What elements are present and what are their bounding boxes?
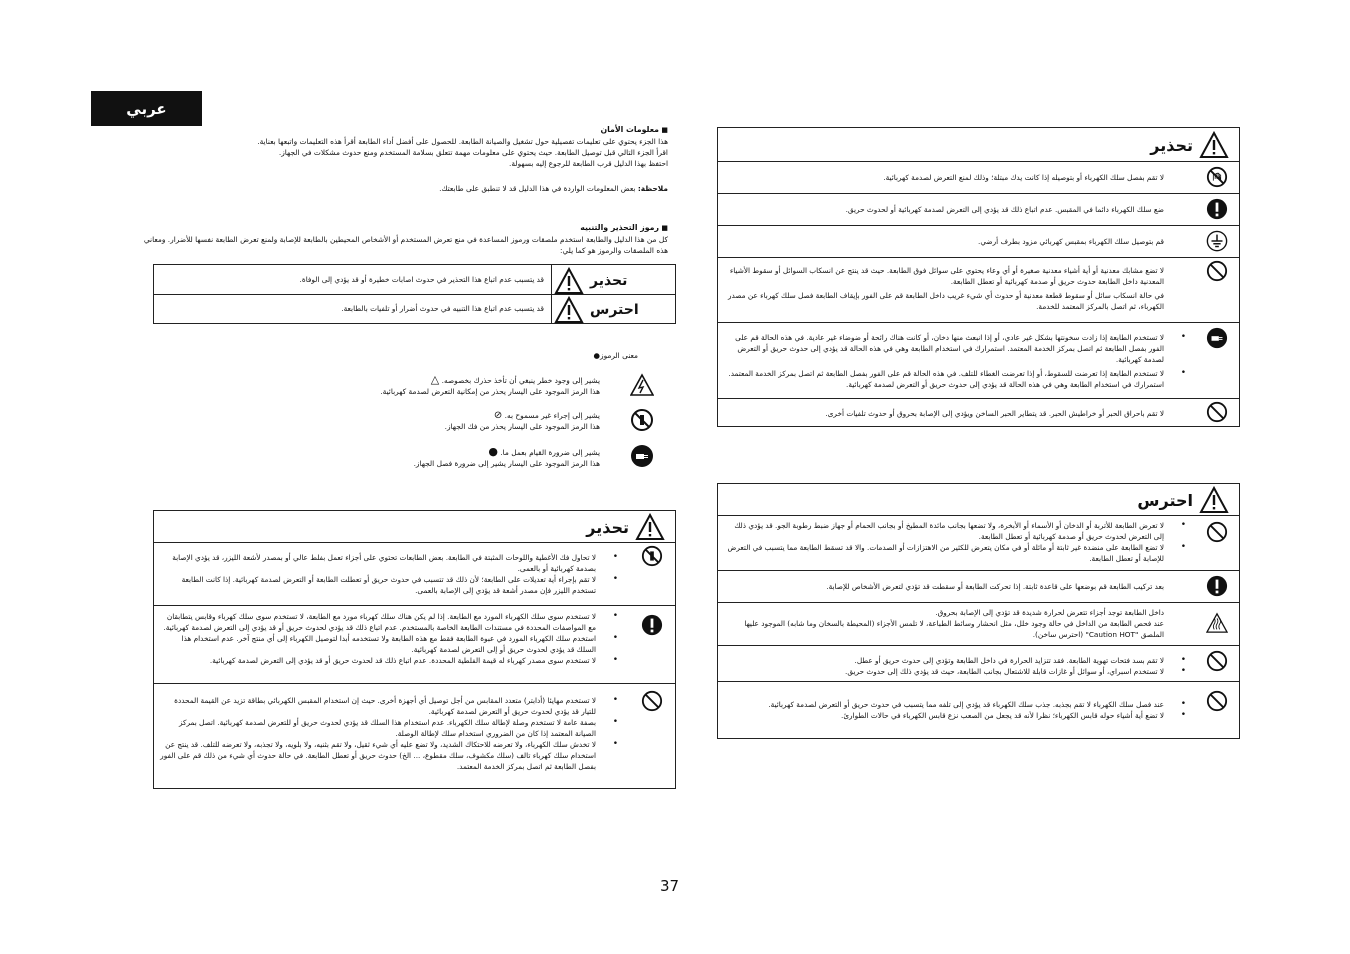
warning-item: لا تقم بإجراء أية تعديلات على الطابعة؛ لأن ذلك قد تتسبب في حدوث حريق أو تعطلت الطابعة أو التعرض لصدمة كهربائية. إذا كانت الطابعة تستخدم الليزر فإن مصدر أشعة قد يؤدي إلى الإصابة بالعمى. • bbox=[160, 574, 596, 596]
prohibited-icon bbox=[641, 690, 663, 712]
warning-item: لا تضع مشابك معدنية أو أية أشياء معدنية صغيرة أو أي وعاء يحتوي على سوائل فوق الطابعة. حيث قد ينتج عن انسكاب السوائل أو سقوط الأشياء المعدنية داخل الطابعة حدوث حريق أو صدمة كهربائية أو تعطل الطابعة. bbox=[729, 266, 1164, 286]
symbol-meaning-item bbox=[300, 374, 600, 397]
caution-box-right bbox=[717, 483, 1240, 739]
row-divider bbox=[154, 683, 675, 684]
row-divider bbox=[718, 515, 1239, 516]
caution-item: داخل الطابعة توجد أجزاء تتعرض لحرارة شديدة قد تؤدي إلى الإصابة بحروق. bbox=[935, 608, 1164, 617]
row-divider bbox=[718, 161, 1239, 162]
warning-item: لا تستخدم سوى مصدر كهرباء له قيمة الفلطية المحددة. عدم اتباع ذلك قد لحدوث حريق أو قد يؤدي إلى التعرض لصدمة كهربائية. • bbox=[160, 655, 596, 666]
warning-item: استخدم سلك الكهرباء المورد في عبوة الطابعة فقط مع هذه الطابعة ولا تستخدمه أبدا لتوصيل الكهرباء إلى أي منتج آخر. عدم استخدام هذا السلك قد يؤدي لحدوث حريق أو إلى التعرض لصدمة كهربائية. • bbox=[160, 633, 596, 655]
warning-row-text bbox=[724, 204, 1164, 215]
language-badge: عربي bbox=[91, 91, 202, 126]
warning-box-header bbox=[1150, 131, 1229, 159]
symbol-meaning-item bbox=[300, 446, 600, 469]
caution-item: لا تضع أية أشياء حوله قابس الكهرباء؛ نظرا لأنه قد يجعل من الصعب نزع قابس الكهرباء في حالات الطوارئ. • bbox=[724, 710, 1164, 721]
symbols-meaning-heading: معنى الرموز● bbox=[593, 351, 638, 360]
prohibited-icon bbox=[1206, 521, 1228, 543]
caution-item: لا تضع الطابعة على منضدة غير ثابتة أو مائلة أو في مكان يتعرض للكثير من الاهتزازات أو الصدمات. والا قد تسقط الطابعة مما يتسبب في التعرض للإصابة أو تعطل الطابعة. • bbox=[724, 542, 1164, 564]
warning-triangle-icon bbox=[1199, 131, 1229, 159]
warning-item: لا تستخدم الطابعة إذا زادت سخونتها بشكل غير عادي، أو إذا انبعث منها دخان، أو كانت هناك رائحة أو ضوضاء غير عادية. في هذه الحالة قم على الفور بفصل الطابعة ثم اتصل بمركز الخدمة المعتمد. استمرارك في استخدام الطابعة وهي في هذه الحالة قد يؤدي إلى حدوث حريق أو التعرض لصدمة كهربائية. • bbox=[724, 332, 1164, 365]
warning-item: لا تقم باحراق الحبر أو خراطيش الحبر. قد يتطاير الحبر الساخن ويؤدي إلى الإصابة بحروق أو حدوث تلفيات أخرى. bbox=[825, 409, 1164, 418]
row-divider bbox=[718, 681, 1239, 682]
warning-box-title: تحذير bbox=[1150, 135, 1193, 155]
legend-caution-text: قد يتسبب عدم اتباع هذا التنبيه في حدوث أضرار أو تلفيات بالطابعة. bbox=[341, 304, 544, 313]
safety-info-line: احتفظ بهذا الدليل قرب الطابعة للرجوع إليه بسهولة. bbox=[509, 159, 668, 168]
warning-item: لا تقم بفصل سلك الكهرباء أو بتوصيله إذا كانت يدك مبتلة؛ وذلك لمنع التعرض لصدمة كهربائية. bbox=[883, 173, 1164, 182]
caution-item: لا تعرض الطابعة للأتربة أو الدخان أو الأسماء أو الأبخرة، ولا تضعها بجانب مائدة المطبخ أو بجانب الحمام أو جهاز ضبط رطوبة الجو. قد يؤدي ذلك إلى التعرض لحدوث حريق أو صدمة كهربائية أو تعطل الطابعة. • bbox=[724, 520, 1164, 542]
warning-box-right bbox=[717, 127, 1240, 427]
prohibited-icon bbox=[1206, 690, 1228, 712]
warning-row-text bbox=[724, 172, 1164, 183]
warning-item: بصفة عامة لا تستخدم وصلة لإطالة سلك الكهرباء. عدم استخدام هذا السلك قد يؤدي لحدوث حريق أو للتعرض لصدمة كهربائية. اتصل بمركز الصيانة المعتمد إذا كان من الضروري استخدام سلك لإطالة الوصلة. • bbox=[160, 717, 596, 739]
warning-item: قم بتوصيل سلك الكهرباء بمقبس كهربائي مزود بطرف أرضي. bbox=[978, 237, 1164, 246]
row-divider bbox=[718, 257, 1239, 258]
row-divider bbox=[718, 602, 1239, 603]
unplug-icon bbox=[630, 444, 654, 468]
caution-row-text bbox=[724, 581, 1164, 592]
warning-row-text bbox=[724, 408, 1164, 419]
ground-connection-icon bbox=[1206, 230, 1228, 252]
caution-row-text bbox=[724, 520, 1164, 564]
symbols-intro-section bbox=[100, 222, 668, 256]
warning-box-header bbox=[586, 513, 665, 541]
caution-item: عند فصل سلك الكهرباء لا تقم بجذبه. جذب سلك الكهرباء قد يؤدي إلى تلفه مما يتسبب في حدوث حريق أو التعرض لصدمة كهربائية. • bbox=[724, 699, 1164, 710]
mandatory-action-icon bbox=[1206, 575, 1228, 597]
warning-item: في حالة انسكاب سائل أو سقوط قطعة معدنية أو حدوث أي شيء غريب داخل الطابعة قم على الفور بإيقاف الطابعة فصل سلك كهرباء عن مصدر الكهرباء، ثم اتصل بالمركز المعتمد للخدمة. bbox=[728, 291, 1164, 311]
warning-triangle-icon bbox=[554, 267, 584, 295]
symbols-intro-heading: ■ رموز التحذير والتنبيه bbox=[100, 222, 668, 234]
symbol-meaning-line: هذا الرمز الموجود على اليسار يحذر من إمكانية التعرض لصدمة كهربائية. bbox=[380, 387, 600, 396]
symbol-meaning-line: يشير إلى وجود خطر ينبغي أن تأخذ حذرك بخصوصه. △ bbox=[430, 373, 600, 386]
warning-row-text bbox=[724, 265, 1164, 312]
legend-warning-text: قد يتسبب عدم اتباع هذا التحذير في حدوث اصابات خطيرة أو قد يؤدي إلى الوفاة. bbox=[299, 275, 544, 284]
warning-row-text bbox=[160, 611, 596, 666]
legend-caution-label: احترس bbox=[554, 296, 672, 323]
row-divider bbox=[154, 605, 675, 606]
warning-item: لا تخدش سلك الكهرباء، ولا تعرضه للاحتكاك الشديد، ولا تضع عليه أي شيء ثقيل، ولا تقم بثنيه، ولا بلويه، ولا تجذبه، ولا تعرضه للتلف. قد ينتج عن استخدام سلك كهرباء تالف (سلك مكشوف، سلك مقطوع، ... الخ) حدوث حريق أو تعطل الطابعة. في حالة حدوث أي شيء من ذلك قم على الفور بفصل الطابعة ثم اتصل بمركز الخدمة المعتمد. • bbox=[160, 739, 596, 772]
caution-triangle-icon bbox=[554, 296, 584, 324]
row-divider bbox=[718, 398, 1239, 399]
safety-note bbox=[150, 183, 668, 194]
caution-triangle-icon bbox=[1199, 486, 1229, 514]
warning-row-text bbox=[724, 236, 1164, 247]
warning-row-text bbox=[160, 695, 596, 772]
caution-row-text bbox=[724, 607, 1164, 640]
no-wet-hands-icon bbox=[1206, 166, 1228, 188]
warning-box-left bbox=[153, 510, 676, 789]
warning-item: ضع سلك الكهرباء دائما في المقبس. عدم اتباع ذلك قد يؤدي إلى التعرض لصدمة كهربائية أو لحدوث حريق. bbox=[845, 205, 1164, 214]
warning-item: لا تستخدم مهايئا (أدابتر) متعدد المقابس من أجل توصيل أي أجهزة أخرى. حيث إن استخدام المقبس الكهربائي بطاقة تزيد عن القيمة المحددة للتيار قد يؤدي لحدوث حريق أو التعرض لصدمة كهربائية. • bbox=[160, 695, 596, 717]
hot-surface-icon bbox=[1206, 612, 1228, 634]
caution-item: لا تقم بسد فتحات تهوية الطابعة. فقد تتزايد الحرارة في داخل الطابعة وتؤدي إلى حدوث حريق أو عطل. • bbox=[724, 655, 1164, 666]
prohibited-icon bbox=[1206, 650, 1228, 672]
safety-info-line: اقرأ الجزء التالي قبل توصيل الطابعة. حيث يحتوي على معلومات مهمة تتعلق بسلامة المستخدم ومنع حدوث مشكلات في الجهاز. bbox=[278, 148, 668, 157]
symbol-meaning-line: يشير إلى إجراء غير مسموح به. ⊘ bbox=[493, 410, 600, 421]
symbol-meaning-line: هذا الرمز الموجود على اليسار يشير إلى ضرورة فصل الجهاز. bbox=[413, 459, 600, 468]
warning-row-text bbox=[160, 552, 596, 596]
warning-item: لا تحاول فك الأغطية واللوحات المثبتة في الطابعة. بعض الطابعات تحتوي على أجزاء تعمل بفلط عالي أو بمصدر لأشعة الليزر، قد يؤدي الإصابة بصدمة كهربائية أو بالعمى. • bbox=[160, 552, 596, 574]
no-disassembly-icon bbox=[630, 408, 654, 432]
mandatory-action-icon bbox=[1206, 198, 1228, 220]
mandatory-action-icon bbox=[641, 614, 663, 636]
row-divider bbox=[154, 542, 675, 543]
row-divider bbox=[718, 570, 1239, 571]
warning-item: لا تستخدم الطابعة إذا تعرضت للسقوط، أو إذا تعرضت الغطاء للتلف. في هذه الحالة قم على الفور بفصل الطابعة ثم اتصل بمركز الخدمة المعتمد. استمرارك في استخدام الطابعة وهي في هذه الحالة قد يؤدي إلى حدوث حريق أو التعرض لصدمة كهربائية. • bbox=[724, 368, 1164, 390]
warning-item: لا تستخدم سوى سلك الكهرباء المورد مع الطابعة. إذا لم يكن هناك سلك كهرباء مورد مع الطابعة، لا تستخدم سوى سلك كهرباء وقابس يتطابقان مع المواصفات المحددة في مستندات الطابعة الخاصة بالمستخدم. عدم اتباع ذلك قد يؤدي لحدوث حريق أو قد يؤدي إلى التعرض لصدمة كهربائية. • bbox=[160, 611, 596, 633]
symbols-intro-line: كل من هذا الدليل والطابعة استخدم ملصقات ورموز المساعدة في منع تعرض المستخدم أو الأشخاص المحيطين بالطابعة للإصابة ولمنع تعرض الطابعة نفسها للأضرار. ومعاني bbox=[143, 235, 668, 244]
safety-info-section bbox=[150, 124, 668, 194]
warning-triangle-icon bbox=[635, 513, 665, 541]
caution-item: عند فحص الطابعة من الداخل في حالة وجود خلل، مثل انحشار وسائط الطباعة، لا تلمس الأجزاء (المحيطة بالسخان وما شابه) الموجود عليها الملصق "Caution HOT" (احترس ساخن). bbox=[744, 619, 1164, 639]
symbol-meaning-line: هذا الرمز الموجود على اليسار يحذر من فك الجهاز. bbox=[444, 422, 600, 431]
caution-row-text bbox=[724, 655, 1164, 677]
warning-row-text bbox=[724, 332, 1164, 390]
note-text: بعض المعلومات الواردة في هذا الدليل قد لا تنطبق على طابعتك. bbox=[439, 184, 638, 193]
no-disassembly-icon bbox=[641, 545, 663, 567]
symbol-meaning-item bbox=[300, 410, 600, 432]
caution-row-text bbox=[724, 699, 1164, 721]
row-divider bbox=[718, 645, 1239, 646]
warning-box-title: تحذير bbox=[586, 517, 629, 537]
caution-item: لا تستخدم اسبراي، أو سوائل أو غازات قابلة للاشتعال بجانب الطابعة، حيث قد يؤدي ذلك إلى حدوث حريق. • bbox=[724, 666, 1164, 677]
caution-item: بعد تركيب الطابعة قم بوضعها على قاعدة ثابتة. إذا تحركت الطابعة أو سقطت قد تؤدي لتعرض الأشخاص للإصابة. bbox=[826, 582, 1164, 591]
row-divider bbox=[718, 193, 1239, 194]
symbol-meaning-line: يشير إلى ضرورة القيام بعمل ما. ● bbox=[488, 445, 600, 458]
row-divider bbox=[718, 322, 1239, 323]
row-divider bbox=[718, 225, 1239, 226]
symbols-intro-line: هذه الملصقات والرموز هو كما يلي: bbox=[560, 246, 668, 255]
caution-box-title: احترس bbox=[1137, 490, 1193, 510]
page-number: 37 bbox=[660, 877, 680, 895]
caution-box-header bbox=[1137, 486, 1229, 514]
legend-warning-label: تحذير bbox=[554, 267, 672, 294]
safety-info-heading: ■ معلومات الأمان bbox=[150, 124, 668, 136]
safety-info-line: هذا الجزء يحتوي على تعليمات تفصيلية حول تشغيل والصيانة الطابعة. للحصول على أفضل أداء الطابعة أقرأ هذه التعليمات واتبعها بعناية. bbox=[257, 137, 668, 146]
electric-shock-icon bbox=[630, 373, 654, 397]
unplug-icon bbox=[1206, 327, 1228, 349]
legend-table bbox=[153, 264, 676, 324]
note-label: ملاحظة: bbox=[637, 184, 668, 193]
prohibited-icon bbox=[1206, 401, 1228, 423]
prohibited-icon bbox=[1206, 260, 1228, 282]
